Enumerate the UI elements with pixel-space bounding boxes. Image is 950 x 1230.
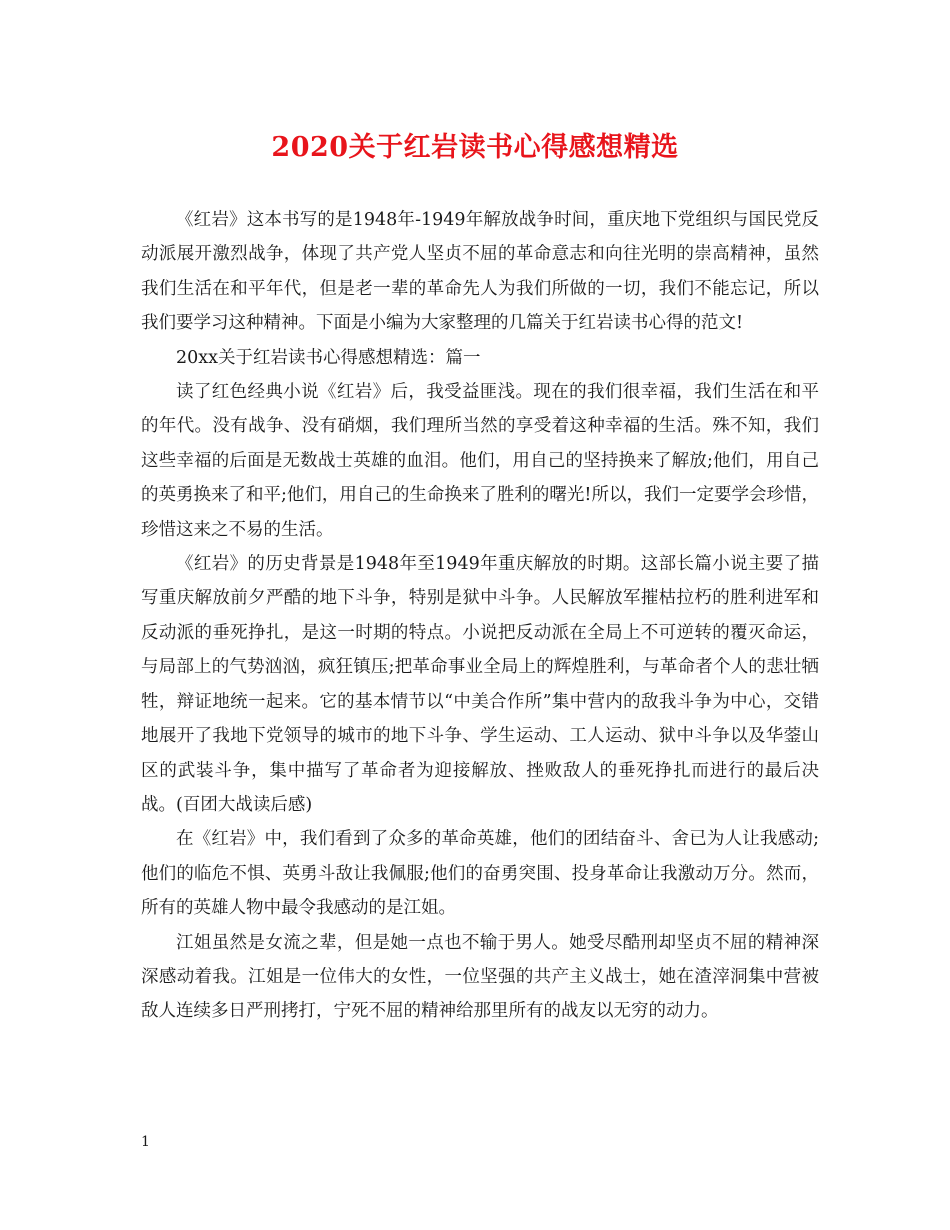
paragraph: 在《红岩》中，我们看到了众多的革命英雄，他们的团结奋斗、舍已为人让我感动;他们的临危不惧、英勇斗敌让我佩服;他们的奋勇突围、投身革命让我激动万分。然而，所有的英雄人物中最令我感动的是江姐。: [141, 829, 819, 919]
paragraph-intro: 《红岩》这本书写的是1948年-1949年解放战争时间，重庆地下党组织与国民党反动派展开激烈战争，体现了共产党人坚贞不屈的革命意志和向往光明的崇高精神，虽然我们生活在和平年代，但是老一辈的革命先人为我们所做的一切，我们不能忘记，所以我们要学习这种精神。下面是小编为大家整理的几篇关于红岩读书心得的范文!: [141, 210, 819, 334]
paragraph: 《红岩》的历史背景是1948年至1949年重庆解放的时期。这部长篇小说主要了描写重庆解放前夕严酷的地下斗争，特别是狱中斗争。人民解放军摧枯拉朽的胜利进军和反动派的垂死挣扎，是这一时期的特点。小说把反动派在全局上不可逆转的覆灭命运，与局部上的气势汹汹，疯狂镇压;把革命事业全局上的辉煌胜利，与革命者个人的悲壮牺牲，辩证地统一起来。它的基本情节以“中美合作所”集中营内的敌我斗争为中心，交错地展开了我地下党领导的城市的地下斗争、学生运动、工人运动、狱中斗争以及华蓥山区的武装斗争，集中描写了革命者为迎接解放、挫败敌人的垂死挣扎而进行的最后决战。(百团大战读后感): [141, 554, 819, 815]
document-body: [141, 203, 819, 1029]
paragraph: 读了红色经典小说《红岩》后，我受益匪浅。现在的我们很幸福，我们生活在和平的年代。没有战争、没有硝烟，我们理所当然的享受着这种幸福的生活。殊不知，我们这些幸福的后面是无数战士英雄的血泪。他们，用自己的坚持换来了解放;他们，用自己的英勇换来了和平;他们，用自己的生命换来了胜利的曙光!所以，我们一定要学会珍惜，珍惜这来之不易的生活。: [141, 382, 819, 540]
page-number: 1: [141, 1134, 150, 1150]
page-title: 2020关于红岩读书心得感想精选: [271, 132, 679, 163]
section-heading: 20xx关于红岩读书心得感想精选：篇一: [176, 347, 481, 368]
paragraph: 江姐虽然是女流之辈，但是她一点也不输于男人。她受尽酷刑却坚贞不屈的精神深深感动着我。江姐是一位伟大的女性，一位坚强的共产主义战士，她在渣滓洞集中营被敌人连续多日严刑拷打，宁死不屈的精神给那里所有的战友以无穷的动力。: [141, 932, 819, 1022]
